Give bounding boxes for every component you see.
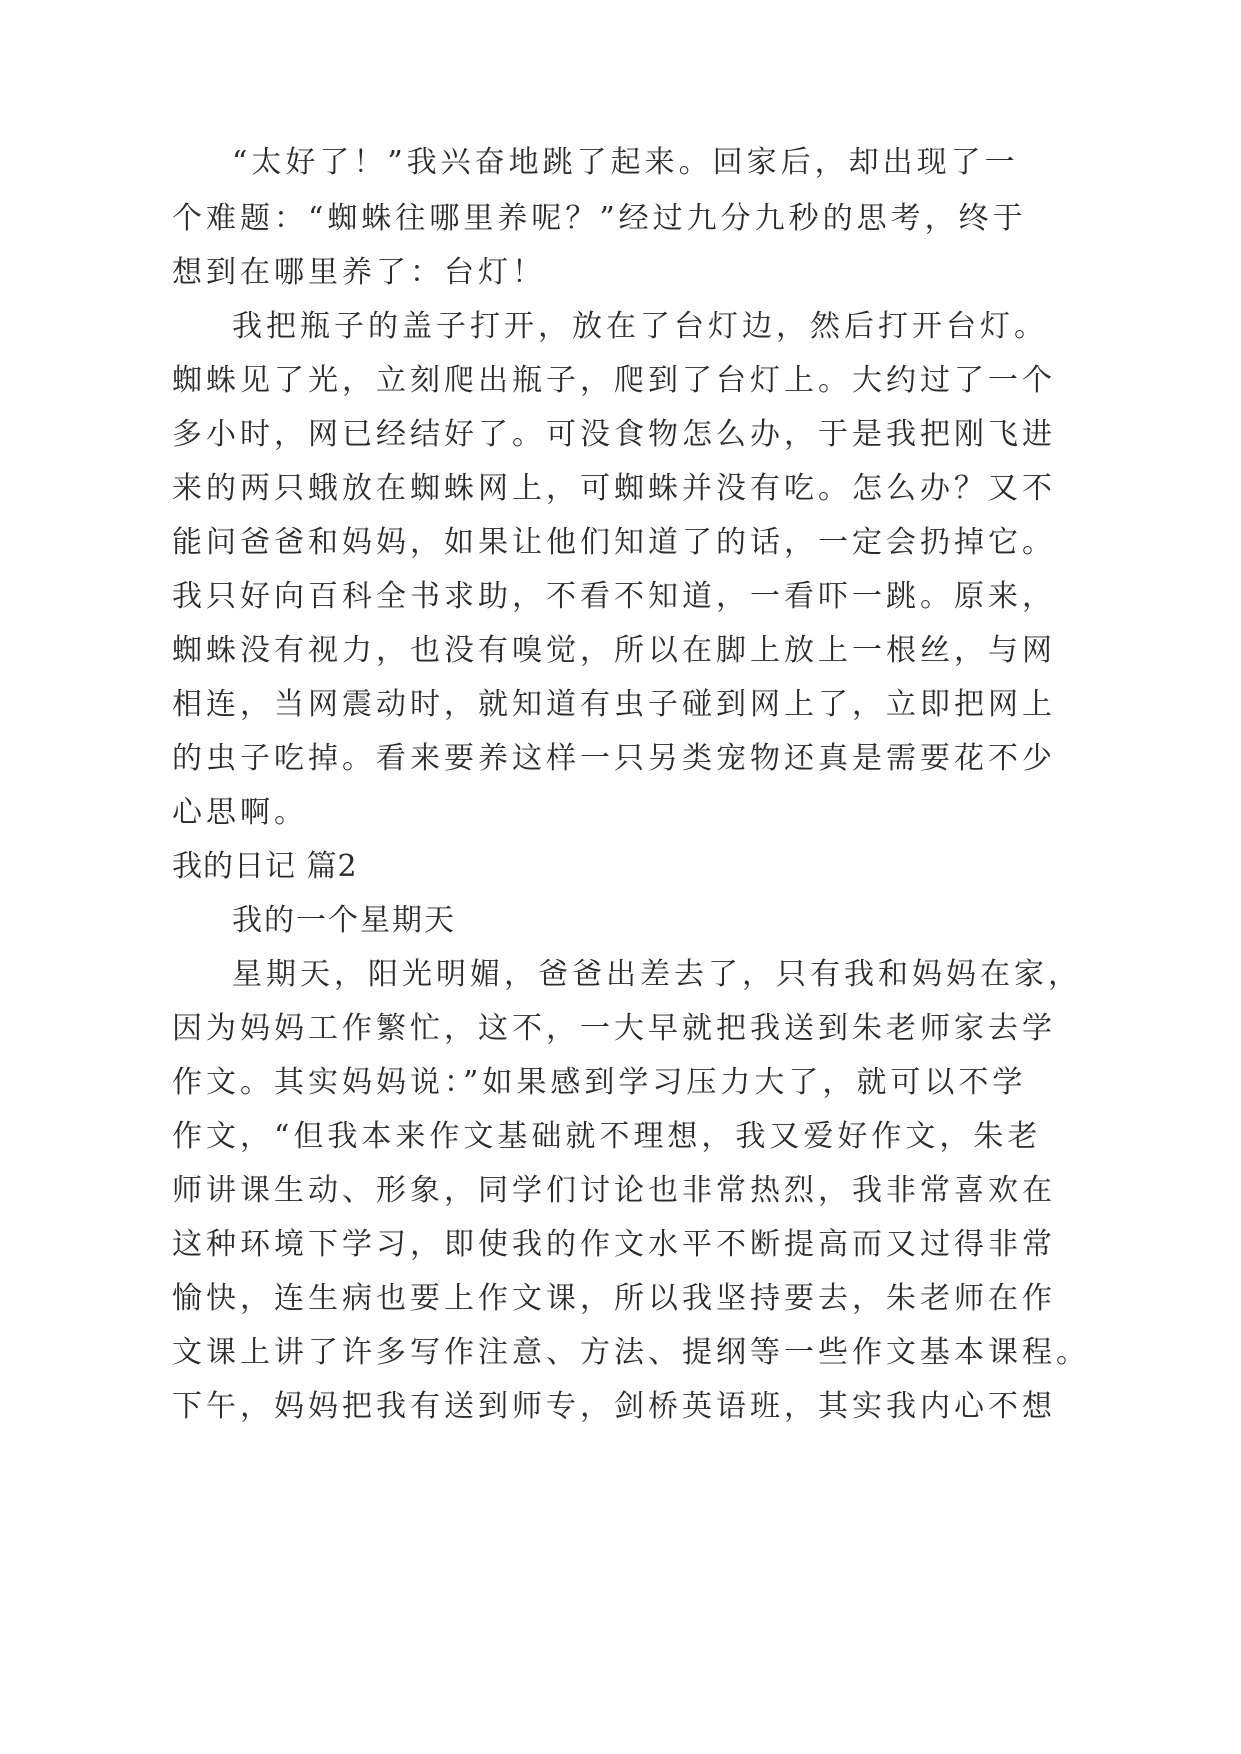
paragraph-2-line-3: 多小时，网已经结好了。可没食物怎么办，于是我把刚飞进 [172,417,1056,452]
paragraph-2-line-2: 蜘蛛见了光，立刻爬出瓶子，爬到了台灯上。大约过了一个 [172,363,1056,398]
paragraph-3-line-5: 师讲课生动、形象，同学们讨论也非常热烈，我非常喜欢在 [172,1173,1056,1208]
paragraph-3-line-1: 星期天，阳光明媚，爸爸出差去了，只有我和妈妈在家， [232,957,1082,992]
paragraph-3-line-3: 作文。其实妈妈说：”如果感到学习压力大了，就可以不学 [172,1065,1027,1100]
paragraph-2-line-5: 能问爸爸和妈妈，如果让他们知道了的话，一定会扔掉它。 [172,525,1056,560]
paragraph-1-line-2: 个难题：“蜘蛛往哪里养呢？”经过九分九秒的思考，终于 [172,201,1027,236]
paragraph-3-line-4: 作文，“但我本来作文基础就不理想，我又爱好作文，朱老 [172,1119,1042,1154]
paragraph-3-line-6: 这种环境下学习，即使我的作文水平不断提高而又过得非常 [172,1227,1056,1262]
paragraph-2-line-4: 来的两只蛾放在蜘蛛网上，可蜘蛛并没有吃。怎么办？又不 [172,471,1056,506]
paragraph-1-line-3: 想到在哪里养了：台灯！ [172,255,546,290]
paragraph-2-line-9: 的虫子吃掉。看来要养这样一只另类宠物还真是需要花不少 [172,741,1056,776]
paragraph-2-line-1: 我把瓶子的盖子打开，放在了台灯边，然后打开台灯。 [232,309,1048,344]
paragraph-3-line-7: 愉快，连生病也要上作文课，所以我坚持要去，朱老师在作 [172,1281,1056,1316]
paragraph-2-line-8: 相连，当网震动时，就知道有虫子碰到网上了，立即把网上 [172,687,1056,722]
essay-title: 我的一个星期天 [232,903,456,938]
paragraph-2-line-7: 蜘蛛没有视力，也没有嗅觉，所以在脚上放上一根丝，与网 [172,633,1056,668]
paragraph-3-line-8: 文课上讲了许多写作注意、方法、提纲等一些作文基本课程。 [172,1335,1090,1370]
paragraph-3-line-2: 因为妈妈工作繁忙，这不，一大早就把我送到朱老师家去学 [172,1011,1056,1046]
paragraph-3-line-9: 下午，妈妈把我有送到师专，剑桥英语班，其实我内心不想 [172,1389,1056,1424]
paragraph-2-line-10: 心思啊。 [172,795,308,830]
paragraph-2-line-6: 我只好向百科全书求助，不看不知道，一看吓一跳。原来， [172,579,1056,614]
paragraph-1-line-1: “太好了！”我兴奋地跳了起来。回家后，却出现了一 [232,145,1019,180]
section-heading: 我的日记 篇2 [172,849,358,884]
